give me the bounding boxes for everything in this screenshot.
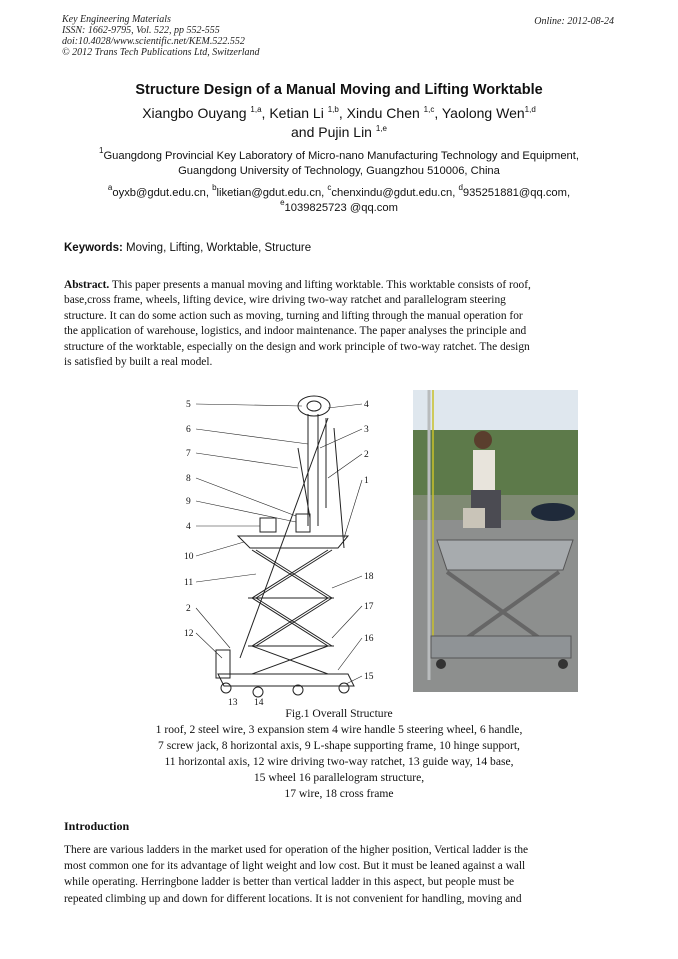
email-sup: e xyxy=(280,198,285,207)
structure-drawing xyxy=(178,388,398,708)
abstract-label: Abstract. xyxy=(64,279,110,291)
author-sep: , xyxy=(434,105,442,121)
email-sup: b xyxy=(212,183,217,192)
keywords-text: Moving, Lifting, Worktable, Structure xyxy=(126,242,312,254)
author-name: Yaolong Wen xyxy=(441,105,525,121)
figure-label: 5 xyxy=(186,400,191,410)
journal-header xyxy=(62,14,260,58)
caption-line: 15 wheel 16 parallelogram structure, xyxy=(253,771,425,784)
body-line: most common one for its advantage of light weight and low cost. But it must be leaned against a wall xyxy=(64,860,526,873)
figure-label: 17 xyxy=(364,602,374,612)
body-line: repeated climbing up and down for different locations. It is not convenient for handling, moving and xyxy=(64,892,522,905)
copyright-line: © 2012 Trans Tech Publications Ltd, Switzerland xyxy=(62,47,260,58)
email: 935251881@qq.com, xyxy=(462,187,571,199)
figure-label: 1 xyxy=(364,476,369,486)
caption-line: 17 wire, 18 cross frame xyxy=(284,787,394,800)
email: oyxb@gdut.edu.cn, xyxy=(112,187,213,199)
author-sup: 1,c xyxy=(423,105,435,114)
figure-label: 12 xyxy=(184,629,194,639)
figure-label: 6 xyxy=(186,425,191,435)
online-date: Online: 2012-08-24 xyxy=(534,16,614,27)
section-heading: Introduction xyxy=(64,819,130,833)
figure-label: 8 xyxy=(186,474,191,484)
worktable-photo xyxy=(413,390,578,692)
email: chenxindu@gdut.edu.cn, xyxy=(331,187,459,199)
author-name: Ketian Li xyxy=(269,105,324,121)
body-line: There are various ladders in the market used for operation of the higher position, Vertical ladder is the xyxy=(64,844,529,856)
author-sup: 1,d xyxy=(524,105,536,114)
email-sup: a xyxy=(107,183,113,192)
abstract-line: the application of warehouse, logistics, and indoor maintenance. The paper analyses the principle and xyxy=(64,325,527,338)
author-sup: 1,b xyxy=(327,105,339,114)
figure-label: 14 xyxy=(254,698,264,708)
figure-label: 4 xyxy=(364,400,369,410)
abstract-line: structure of the worktable, especially on the design and work principle of two-way ratchet. The design xyxy=(64,340,530,353)
email-list xyxy=(0,183,678,216)
affiliation xyxy=(0,146,678,179)
doi-line: doi:10.4028/www.scientific.net/KEM.522.552 xyxy=(62,36,245,47)
keywords-label: Keywords: xyxy=(64,242,123,254)
author-name: and Pujin Lin xyxy=(291,124,372,140)
author-line-1 xyxy=(0,104,678,123)
body-line: while operating. Herringbone ladder is better than vertical ladder in this aspect, but people must be xyxy=(64,876,515,889)
affiliation-line-2: Guangdong University of Technology, Guangzhou 510006, China xyxy=(178,165,500,177)
abstract-line: base,cross frame, wheels, lifting device, wire driving two-way ratchet and parallelogram steering xyxy=(64,294,506,307)
figure-label: 9 xyxy=(186,497,191,507)
email-sup: d xyxy=(458,183,463,192)
author-name: Xindu Chen xyxy=(346,105,420,121)
figure-label: 4 xyxy=(186,522,191,532)
author-name: Xiangbo Ouyang xyxy=(142,105,247,121)
figure-caption xyxy=(0,706,678,802)
email: 1039825723 @qq.com xyxy=(284,202,398,214)
caption-line: 1 roof, 2 steel wire, 3 expansion stem 4 wire handle 5 steering wheel, 6 handle, xyxy=(155,723,523,736)
figure-label: 2 xyxy=(186,604,191,614)
figure-label: 15 xyxy=(364,672,374,682)
caption-line: 7 screw jack, 8 horizontal axis, 9 L-shape supporting frame, 10 hinge support, xyxy=(158,739,520,752)
figure-label: 10 xyxy=(184,552,194,562)
issn-line: ISSN: 1662-9795, Vol. 522, pp 552-555 xyxy=(62,25,220,36)
author-sup: 1,a xyxy=(250,105,262,114)
abstract-line: This paper presents a manual moving and lifting worktable. This worktable consists of roof, xyxy=(111,279,531,291)
figure-label: 18 xyxy=(364,572,374,582)
author-sep: , xyxy=(261,105,270,121)
introduction-text xyxy=(64,842,614,907)
email-sup: c xyxy=(327,183,332,192)
caption-line: 11 horizontal axis, 12 wire driving two-way ratchet, 13 guide way, 14 base, xyxy=(164,755,514,768)
affiliation-line-1: Guangdong Provincial Key Laboratory of Micro-nano Manufacturing Technology and Equipment, xyxy=(103,150,579,162)
keywords xyxy=(64,242,311,254)
email: liketian@gdut.edu.cn, xyxy=(216,187,328,199)
author-sup: 1,e xyxy=(375,124,387,133)
figure-label: 11 xyxy=(184,578,194,588)
figure-label: 2 xyxy=(364,450,369,460)
paper-title: Structure Design of a Manual Moving and Lifting Worktable xyxy=(135,82,543,98)
abstract-line: structure. It can do some action such as moving, turning and lifting through the manual operation for xyxy=(64,309,523,322)
author-line-2 xyxy=(0,123,678,142)
affiliation-sup: 1 xyxy=(98,146,104,155)
figure-label: 16 xyxy=(364,634,374,644)
figure-label: 13 xyxy=(228,698,238,708)
caption-line: Fig.1 Overall Structure xyxy=(285,707,393,720)
figure-label: 3 xyxy=(364,425,369,435)
journal-name: Key Engineering Materials xyxy=(62,14,171,25)
author-sep: , xyxy=(338,105,347,121)
figure-label: 7 xyxy=(186,449,191,459)
abstract-line: is satisfied by built a real model. xyxy=(64,356,213,369)
author-list xyxy=(0,104,678,142)
abstract xyxy=(64,278,614,370)
